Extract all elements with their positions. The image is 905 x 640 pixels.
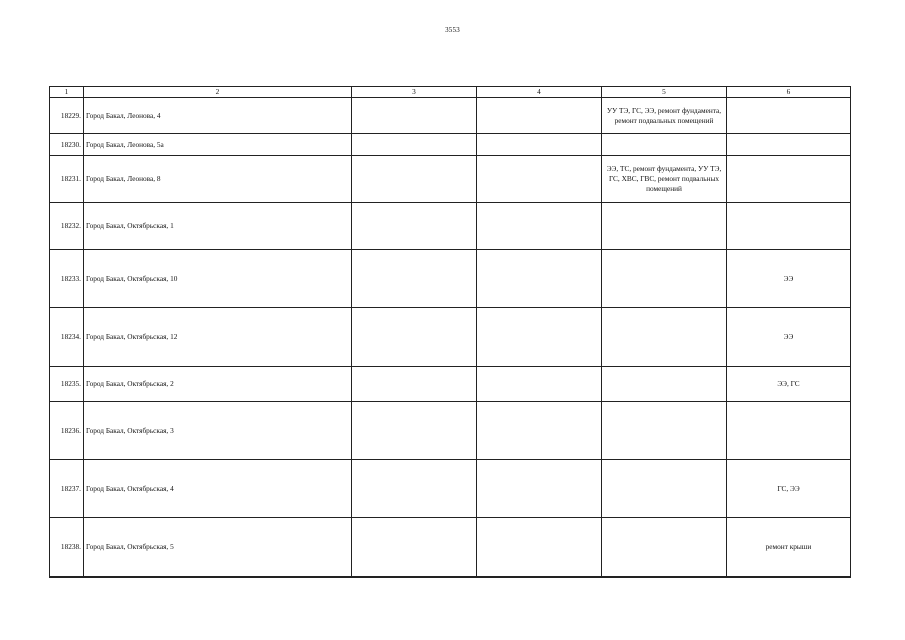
row-col4 bbox=[477, 250, 602, 308]
page-number: 3553 bbox=[445, 26, 460, 34]
row-col6 bbox=[727, 402, 851, 460]
row-number: 18237. bbox=[50, 460, 84, 518]
row-col5 bbox=[602, 518, 727, 577]
row-col4 bbox=[477, 156, 602, 203]
table-row bbox=[50, 518, 851, 577]
row-col3 bbox=[352, 402, 477, 460]
row-col4 bbox=[477, 308, 602, 367]
row-address: Город Бакал, Октябрьская, 1 bbox=[84, 203, 352, 250]
row-col5 bbox=[602, 203, 727, 250]
table-row bbox=[50, 460, 851, 518]
row-col5: УУ ТЭ, ГС, ЭЭ, ремонт фундамента, ремонт подвальных помещений bbox=[602, 98, 727, 134]
row-address: Город Бакал, Октябрьская, 2 bbox=[84, 367, 352, 402]
table-row bbox=[50, 308, 851, 367]
row-col6: ЭЭ bbox=[727, 308, 851, 367]
row-col6: ремонт крыши bbox=[727, 518, 851, 577]
row-col4 bbox=[477, 98, 602, 134]
row-col5: ЭЭ, ТС, ремонт фундамента, УУ ТЭ, ГС, ХВС, ГВС, ремонт подвальных помещений bbox=[602, 156, 727, 203]
row-col5 bbox=[602, 402, 727, 460]
row-number: 18234. bbox=[50, 308, 84, 367]
row-address: Город Бакал, Октябрьская, 5 bbox=[84, 518, 352, 577]
row-number: 18232. bbox=[50, 203, 84, 250]
row-number: 18236. bbox=[50, 402, 84, 460]
column-header-1: 1 bbox=[50, 87, 84, 98]
column-header-2: 2 bbox=[84, 87, 352, 98]
column-header-5: 5 bbox=[602, 87, 727, 98]
row-col6: ГС, ЭЭ bbox=[727, 460, 851, 518]
row-col3 bbox=[352, 156, 477, 203]
row-col4 bbox=[477, 203, 602, 250]
row-number: 18229. bbox=[50, 98, 84, 134]
row-address: Город Бакал, Октябрьская, 3 bbox=[84, 402, 352, 460]
row-col6: ЭЭ, ГС bbox=[727, 367, 851, 402]
row-address: Город Бакал, Октябрьская, 12 bbox=[84, 308, 352, 367]
row-number: 18233. bbox=[50, 250, 84, 308]
register-table bbox=[49, 86, 851, 578]
column-header-6: 6 bbox=[727, 87, 851, 98]
table-row bbox=[50, 98, 851, 134]
table-row bbox=[50, 203, 851, 250]
row-address: Город Бакал, Леонова, 5а bbox=[84, 134, 352, 156]
row-col4 bbox=[477, 460, 602, 518]
row-number: 18230. bbox=[50, 134, 84, 156]
row-address: Город Бакал, Леонова, 8 bbox=[84, 156, 352, 203]
row-number: 18231. bbox=[50, 156, 84, 203]
row-col3 bbox=[352, 203, 477, 250]
row-address: Город Бакал, Октябрьская, 10 bbox=[84, 250, 352, 308]
row-col4 bbox=[477, 518, 602, 577]
row-col5 bbox=[602, 250, 727, 308]
row-col6 bbox=[727, 98, 851, 134]
row-col4 bbox=[477, 367, 602, 402]
table-row bbox=[50, 367, 851, 402]
row-col6 bbox=[727, 156, 851, 203]
row-col4 bbox=[477, 402, 602, 460]
row-address: Город Бакал, Октябрьская, 4 bbox=[84, 460, 352, 518]
row-col3 bbox=[352, 367, 477, 402]
table-row bbox=[50, 156, 851, 203]
row-col6: ЭЭ bbox=[727, 250, 851, 308]
column-header-3: 3 bbox=[352, 87, 477, 98]
table-row bbox=[50, 250, 851, 308]
row-col3 bbox=[352, 308, 477, 367]
header-row bbox=[50, 87, 851, 98]
row-col6 bbox=[727, 134, 851, 156]
row-col3 bbox=[352, 134, 477, 156]
row-col4 bbox=[477, 134, 602, 156]
row-number: 18235. bbox=[50, 367, 84, 402]
row-col3 bbox=[352, 250, 477, 308]
row-number: 18238. bbox=[50, 518, 84, 577]
row-col3 bbox=[352, 460, 477, 518]
column-header-4: 4 bbox=[477, 87, 602, 98]
row-col5 bbox=[602, 308, 727, 367]
table-row bbox=[50, 402, 851, 460]
row-address: Город Бакал, Леонова, 4 bbox=[84, 98, 352, 134]
row-col6 bbox=[727, 203, 851, 250]
table-row bbox=[50, 134, 851, 156]
row-col5 bbox=[602, 367, 727, 402]
row-col5 bbox=[602, 134, 727, 156]
row-col5 bbox=[602, 460, 727, 518]
row-col3 bbox=[352, 518, 477, 577]
row-col3 bbox=[352, 98, 477, 134]
